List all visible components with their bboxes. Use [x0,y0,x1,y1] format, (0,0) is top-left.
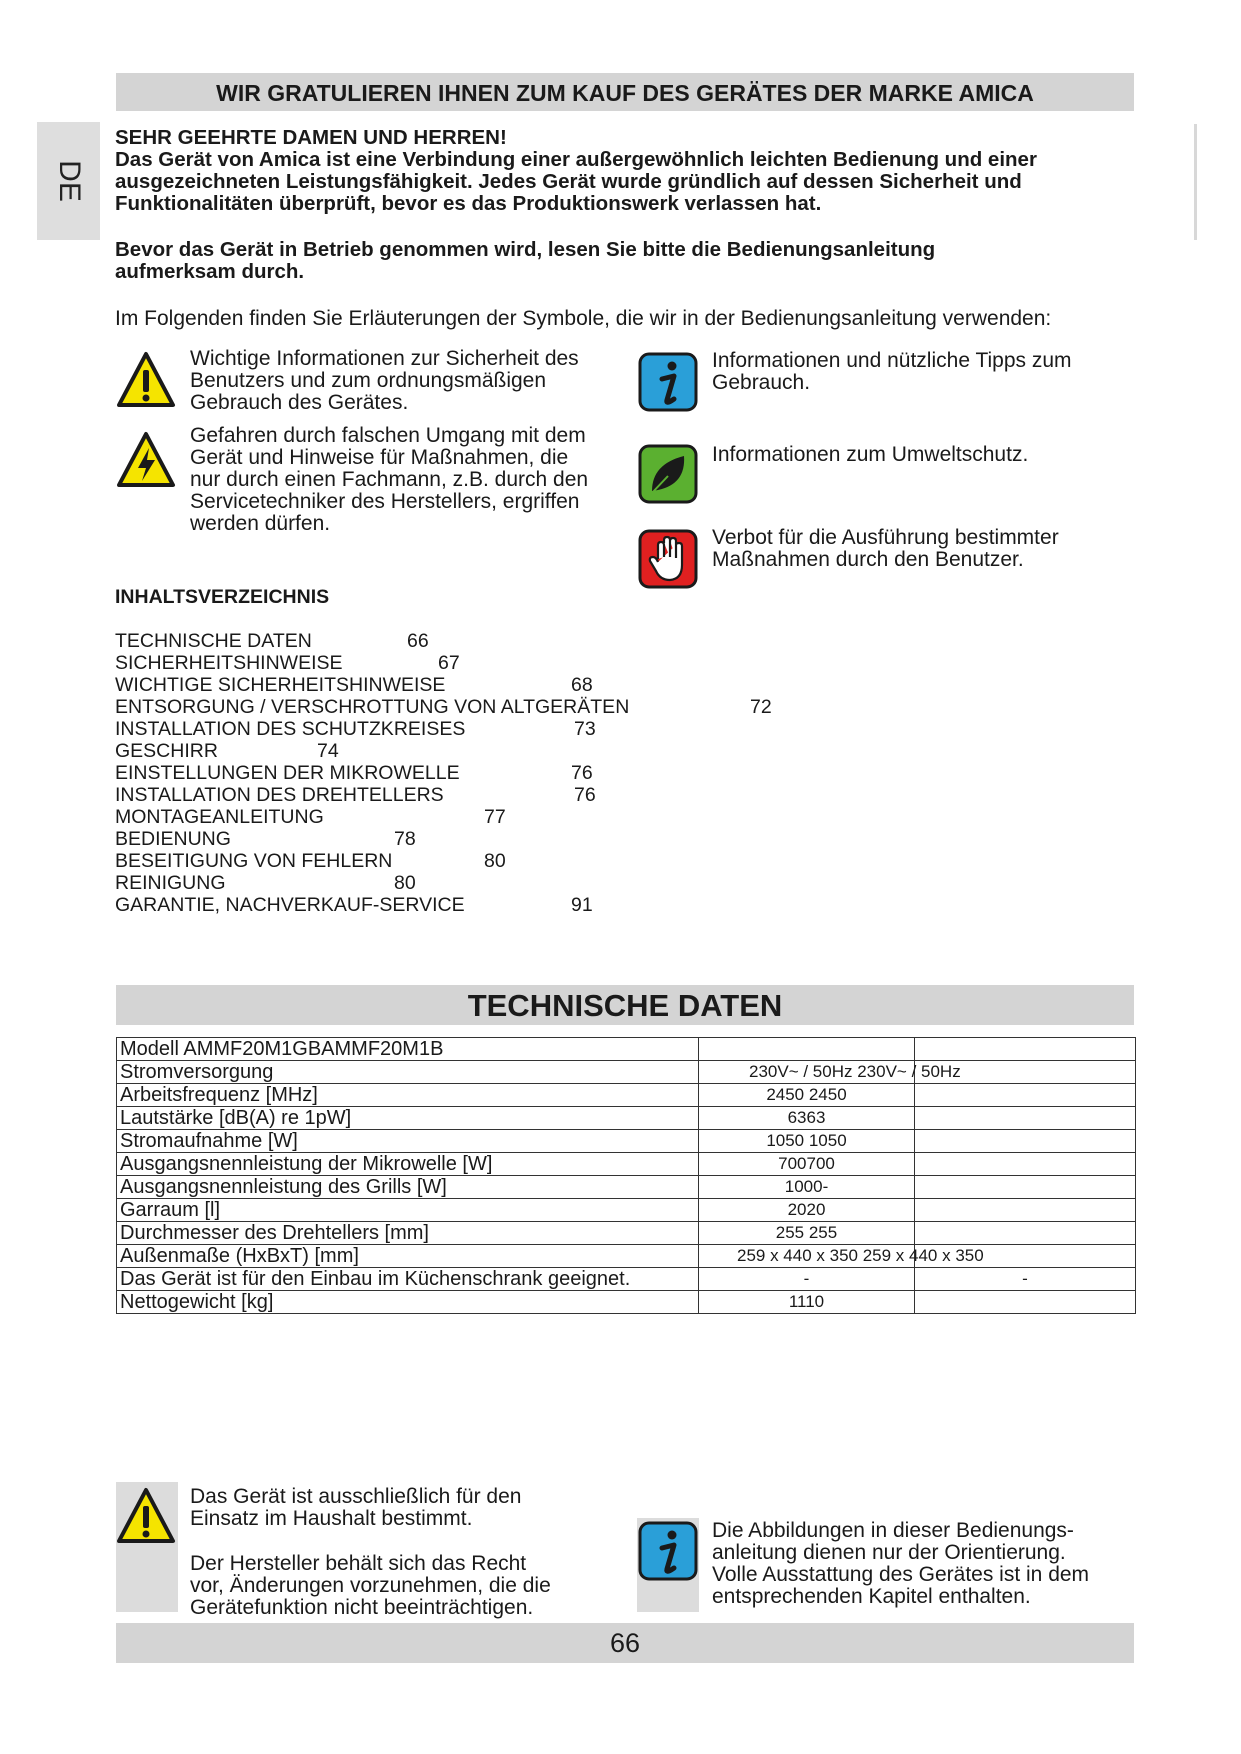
electric-danger-icon [116,430,176,490]
spec-label: Stromversorgung [117,1061,699,1084]
intro-line: ausgezeichneten Leistungsfähigkeit. Jedes Gerät wurde gründlich auf dessen Sicherheit und [115,170,1022,193]
toc-item-page: 91 [571,894,593,916]
toc-item-page: 80 [394,872,416,894]
note-line: Der Hersteller behält sich das Recht [190,1552,527,1575]
toc-item-label: GESCHIRR [115,740,218,762]
spec-label: Lautstärke [dB(A) re 1pW] [117,1107,699,1130]
table-row [117,1130,1136,1153]
spec-label: Garraum [l] [117,1199,699,1222]
spec-value: 1110 [699,1291,915,1314]
spec-value [699,1038,915,1061]
tech-data-banner: TECHNISCHE DATEN [116,985,1134,1025]
intro-block [115,127,1145,215]
spec-label: Durchmesser des Drehtellers [mm] [117,1222,699,1245]
toc-item-label: GARANTIE, NACHVERKAUF-SERVICE [115,894,465,916]
spec-value-2 [915,1130,1136,1153]
table-row [117,1222,1136,1245]
toc-item-page: 72 [750,696,772,718]
language-label: DE [52,160,86,202]
toc-item-page: 74 [317,740,339,762]
toc-item-label: INSTALLATION DES DREHTELLERS [115,784,444,806]
toc-item-label: EINSTELLUNGEN DER MIKROWELLE [115,762,460,784]
note-line: entsprechenden Kapitel enthalten. [712,1585,1031,1608]
spec-label: Ausgangsnennleistung des Grills [W] [117,1176,699,1199]
table-row [117,1199,1136,1222]
spec-value: 6363 [699,1107,915,1130]
table-row [117,1268,1136,1291]
danger-line: nur durch einen Fachmann, z.B. durch den [190,468,589,491]
danger-description [190,425,588,535]
toc-item[interactable] [115,762,460,784]
spec-value-2 [915,1038,1136,1061]
table-row [117,1107,1136,1130]
spec-value-2 [915,1107,1136,1130]
toc-item-page: 73 [574,718,596,740]
warning-line: Benutzers und zum ordnungsmäßigen [190,369,547,392]
toc-item-label: BESEITIGUNG VON FEHLERN [115,850,393,872]
info-line: Gebrauch. [712,371,811,394]
salutation: SEHR GEEHRTE DAMEN UND HERREN! [115,126,507,149]
prohibit-line: Verbot für die Ausführung bestimmter [712,526,1059,549]
spec-value: 1050 1050 [699,1130,915,1153]
leaf-icon [638,444,698,504]
toc-item-page: 80 [484,850,506,872]
warning-description [190,348,579,414]
spec-value-2: - [915,1268,1136,1291]
hand-stop-icon [638,529,698,589]
spec-value-2 [915,1199,1136,1222]
note-line: Volle Ausstattung des Gerätes ist in dem [712,1563,1090,1586]
spec-value-2 [915,1291,1136,1314]
info-icon [638,1521,698,1581]
spec-label: Das Gerät ist für den Einbau im Küchenschrank geeignet. [117,1268,699,1291]
manufacturer-note [190,1553,551,1619]
toc-item[interactable] [115,674,445,696]
toc-item[interactable] [115,828,231,850]
spec-value-2 [915,1176,1136,1199]
table-row [117,1153,1136,1176]
household-note [190,1486,521,1530]
toc-item-page: 67 [438,652,460,674]
tech-data-table [116,1037,1136,1314]
prohibit-line: Maßnahmen durch den Benutzer. [712,548,1024,571]
spec-value: 1000- [699,1176,915,1199]
illustrations-note [712,1520,1089,1608]
info-line: Informationen und nützliche Tipps zum [712,349,1072,372]
eco-description [712,444,1028,466]
spec-label: Stromaufnahme [W] [117,1130,699,1153]
spec-value-2 [915,1084,1136,1107]
note-line: Gerätefunktion nicht beeinträchtigen. [190,1596,534,1619]
toc-item-page: 76 [571,762,593,784]
info-description [712,350,1072,394]
info-icon [638,352,698,412]
toc-item-label: REINIGUNG [115,872,226,894]
toc-item[interactable] [115,894,465,916]
symbols-intro: Im Folgenden finden Sie Erläuterungen der Symbole, die wir in der Bedienungsanleitung verwenden: [115,307,1052,330]
toc-item-page: 78 [394,828,416,850]
spec-label: Arbeitsfrequenz [MHz] [117,1084,699,1107]
note-line: Einsatz im Haushalt bestimmt. [190,1507,473,1530]
table-row [117,1176,1136,1199]
toc-item-page: 76 [574,784,596,806]
read-manual-block [115,239,1145,283]
danger-line: Servicetechniker des Herstellers, ergriffen [190,490,580,513]
prohibit-description [712,527,1059,571]
danger-line: werden dürfen. [190,512,331,535]
toc-item-label: ENTSORGUNG / VERSCHROTTUNG VON ALTGERÄTEN [115,696,630,718]
toc-item[interactable] [115,696,629,718]
eco-line: Informationen zum Umweltschutz. [712,443,1029,466]
toc-item-page: 66 [407,630,429,652]
toc-item[interactable] [115,630,312,652]
language-tab [37,122,100,240]
table-row [117,1084,1136,1107]
spec-value: 2020 [699,1199,915,1222]
toc-item-page: 77 [484,806,506,828]
toc-item[interactable] [115,850,392,872]
toc-item[interactable] [115,806,324,828]
warning-line: Gebrauch des Gerätes. [190,391,409,414]
table-row [117,1291,1136,1314]
spec-value-2 [915,1222,1136,1245]
read-manual-line: aufmerksam durch. [115,260,305,283]
intro-line: Funktionalitäten überprüft, bevor es das Produktionswerk verlassen hat. [115,192,822,215]
warning-icon [116,350,176,410]
toc-item-label: MONTAGEANLEITUNG [115,806,324,828]
spec-value: 700700 [699,1153,915,1176]
spec-value: 230V~ / 50Hz 230V~ / 50Hz [699,1061,915,1084]
page-edge-mark [1194,124,1197,240]
danger-line: Gerät und Hinweise für Maßnahmen, die [190,446,569,469]
note-line: Das Gerät ist ausschließlich für den [190,1485,522,1508]
spec-value: 2450 2450 [699,1084,915,1107]
warning-icon [116,1486,176,1546]
warning-line: Wichtige Informationen zur Sicherheit des [190,347,579,370]
spec-value: - [699,1268,915,1291]
toc-title: INHALTSVERZEICHNIS [115,586,330,608]
toc-item-label: BEDIENUNG [115,828,231,850]
note-line: vor, Änderungen vorzunehmen, die die [190,1574,551,1597]
toc-item[interactable] [115,784,444,806]
table-row [117,1038,1136,1061]
spec-value: 259 x 440 x 350 259 x 440 x 350 [699,1245,915,1268]
table-row [117,1245,1136,1268]
toc-item[interactable] [115,740,218,762]
spec-label: Ausgangsnennleistung der Mikrowelle [W] [117,1153,699,1176]
toc-item-page: 68 [571,674,593,696]
read-manual-line: Bevor das Gerät in Betrieb genommen wird, lesen Sie bitte die Bedienungsanleitung [115,238,936,261]
note-line: Die Abbildungen in dieser Bedienungs- [712,1519,1074,1542]
toc-item-label: SICHERHEITSHINWEISE [115,652,343,674]
spec-value: 255 255 [699,1222,915,1245]
spec-value-2 [915,1153,1136,1176]
spec-label: Außenmaße (HxBxT) [mm] [117,1245,699,1268]
table-row [117,1061,1136,1084]
welcome-banner: WIR GRATULIEREN IHNEN ZUM KAUF DES GERÄTES DER MARKE AMICA [116,73,1134,111]
toc-item[interactable] [115,872,226,894]
toc-item[interactable] [115,652,343,674]
toc-item-label: WICHTIGE SICHERHEITSHINWEISE [115,674,446,696]
toc-item-label: INSTALLATION DES SCHUTZKREISES [115,718,466,740]
intro-line: Das Gerät von Amica ist eine Verbindung einer außergewöhnlich leichten Bedienung und einer [115,148,1037,171]
spec-label: Nettogewicht [kg] [117,1291,699,1314]
page-number: 66 [116,1623,1134,1663]
danger-line: Gefahren durch falschen Umgang mit dem [190,424,586,447]
spec-label: Modell AMMF20M1GBAMMF20M1B [117,1038,699,1061]
note-line: anleitung dienen nur der Orientierung. [712,1541,1066,1564]
toc-item-label: TECHNISCHE DATEN [115,630,312,652]
toc-item[interactable] [115,718,465,740]
